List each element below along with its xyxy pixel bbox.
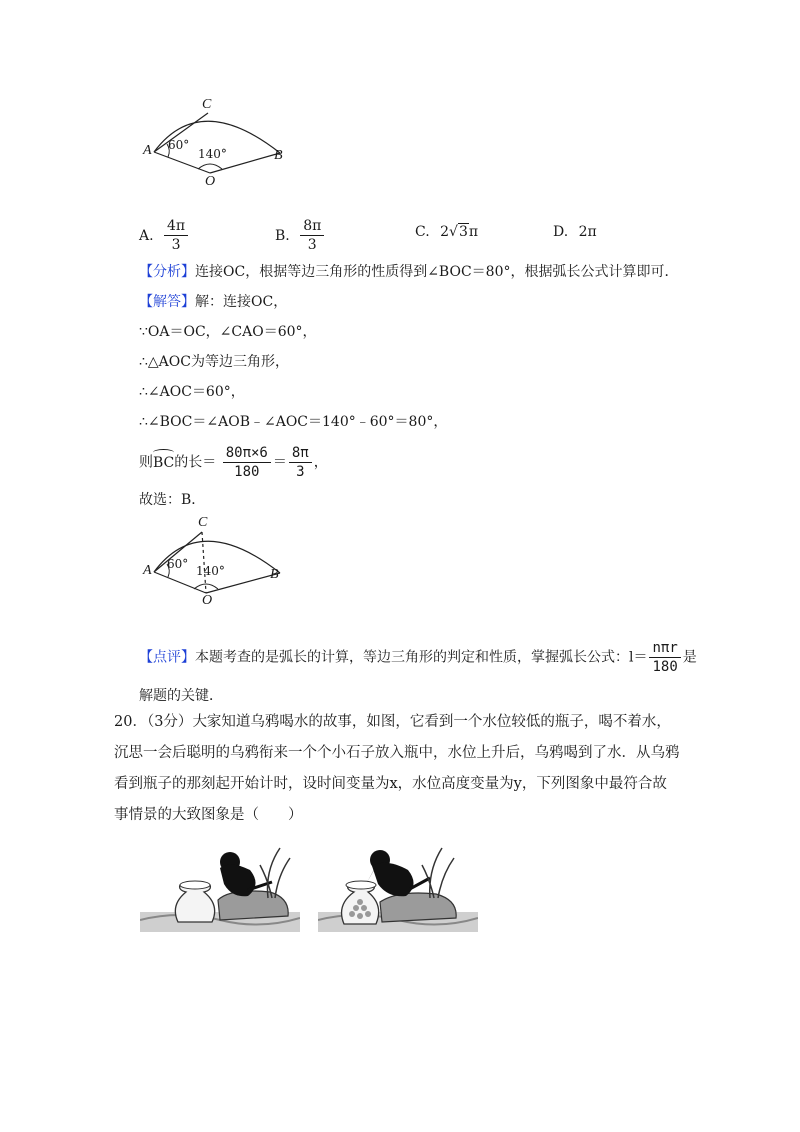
label-o-bottom: O — [202, 593, 213, 608]
option-c: C. 2√3π — [415, 224, 479, 240]
option-a: A. $\frac{4\pi}{3}$ — [139, 218, 190, 253]
question-20: 20．（3分）大家知道乌鸦喝水的故事，如图，它看到一个水位较低的瓶子，喝不着水，沉思一会后聪明的乌鸦衔来一个个小石子放入瓶中，水位上升后，乌鸦喝到了水．从乌鸦看到瓶子的那刻起开始计时，设时间变量为x，水位高度变量为y，下列图象中最符合故事情景的大致图象是（ ） — [114, 714, 680, 823]
label-o-top: O — [205, 174, 216, 189]
comment-line-2: 解题的关键． — [139, 688, 223, 704]
label-c-bottom: C — [198, 515, 208, 530]
crow-illustration-1 — [140, 840, 300, 935]
angle-a-top: 60° — [168, 138, 190, 152]
label-b-top: B — [274, 148, 283, 163]
option-d: D. 2π — [553, 224, 597, 240]
label-c-top: C — [202, 97, 212, 112]
solution-tag: 【解答】 — [139, 294, 195, 310]
angle-o-top: 140° — [198, 147, 227, 161]
comment-line: 【点评】本题考查的是弧长的计算，等边三角形的判定和性质，掌握弧长公式：l＝ $\frac{\text{nπr}}{180}$ 是 — [139, 640, 697, 675]
angle-o-bottom: 140° — [196, 564, 225, 578]
solution-line-3: ∴△AOC为等边三角形， — [139, 354, 289, 370]
solution-line-1: 【解答】解：连接OC， — [139, 294, 288, 310]
label-a-top: A — [143, 143, 152, 158]
solution-line-2: ∵OA＝OC，∠CAO＝60°， — [139, 324, 317, 340]
solution-line-4: ∴∠AOC＝60°， — [139, 384, 245, 400]
crow-illustration-2 — [318, 840, 478, 935]
analysis-tag: 【分析】 — [139, 264, 195, 280]
angle-a-bottom: 60° — [167, 557, 189, 571]
solution-line-5: ∴∠BOC＝∠AOB﹣∠AOC＝140°﹣60°＝80°， — [139, 414, 448, 430]
label-a-bottom: A — [143, 563, 152, 578]
analysis-line: 【分析】连接OC，根据等边三角形的性质得到∠BOC＝80°，根据弧长公式计算即可． — [139, 264, 679, 280]
label-b-bottom: B — [270, 567, 279, 582]
sector-figure-top — [140, 95, 300, 195]
solution-line-6: 则 BC的长＝ $\frac{80\pi\times 6}{180}$ ＝ $\frac{8\pi}{3}$ ， — [139, 445, 328, 480]
comment-tag: 【点评】 — [139, 649, 195, 666]
solution-choose: 故选：B． — [139, 492, 206, 508]
option-b: B. $\frac{8\pi}{3}$ — [275, 218, 326, 253]
